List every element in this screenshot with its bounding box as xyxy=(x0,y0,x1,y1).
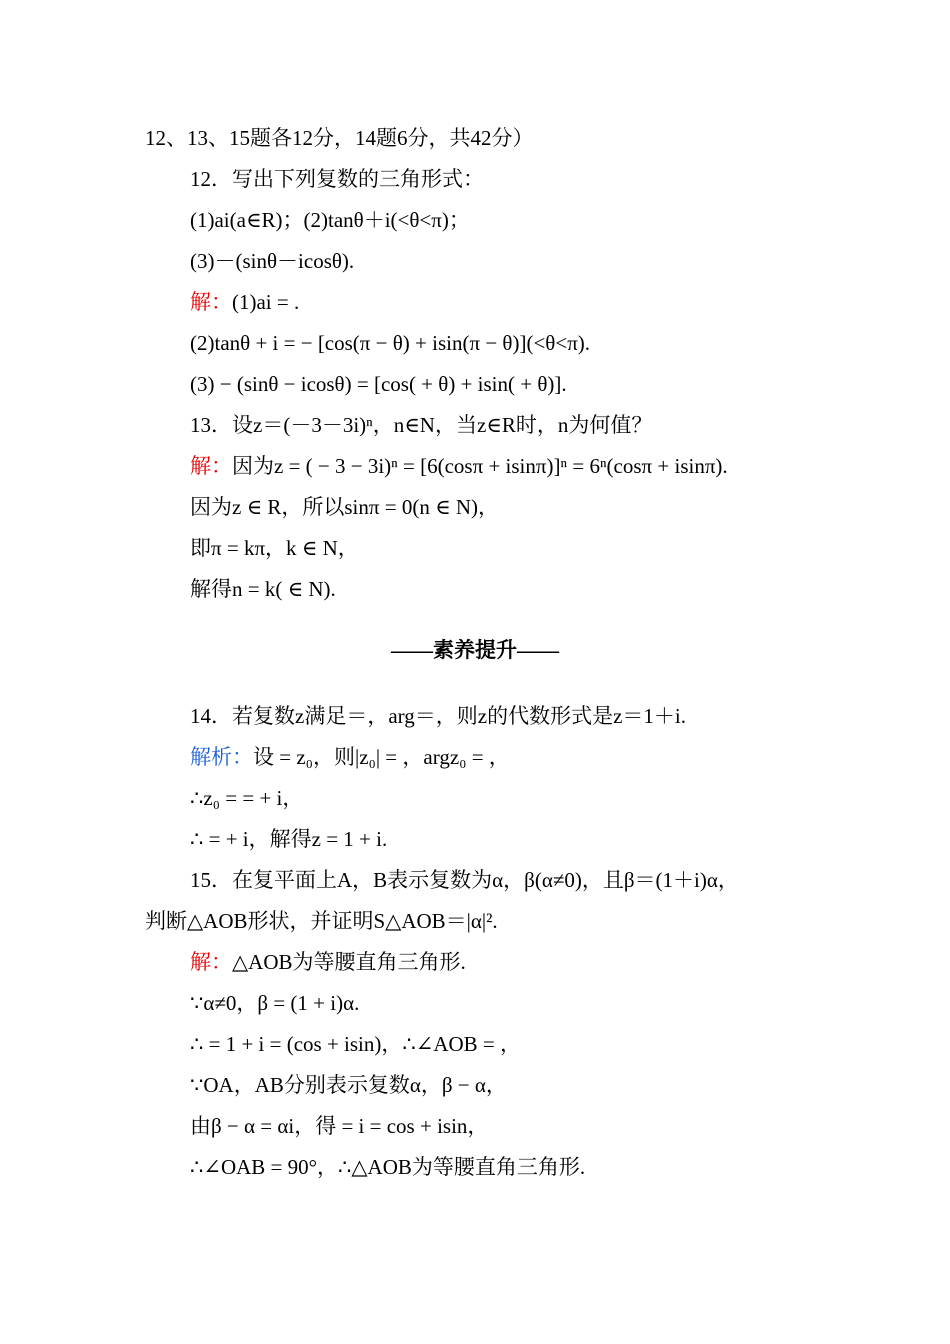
solution-15-step-3: ∵OA，AB分别表示复数α，β − α， xyxy=(190,1073,507,1097)
solution-label: 解： xyxy=(190,290,232,314)
solution-text: △AOB为等腰直角三角形. xyxy=(232,950,466,974)
solution-13 xyxy=(190,452,728,480)
scoring-note: 12、13、15题各12分，14题6分，共42分） xyxy=(145,126,534,150)
solution-15-step-1: ∵α≠0，β = (1 + i)α. xyxy=(190,991,360,1015)
solution-label: 解： xyxy=(190,454,232,478)
question-13: 13．设z＝(－3－3i)ⁿ，n∈N，当z∈R时，n为何值？ xyxy=(190,413,653,437)
analysis-14-step-2: ∴ = + i，解得z = 1 + i. xyxy=(190,827,388,851)
section-title: ——素养提升—— xyxy=(391,638,559,662)
solution-15 xyxy=(190,948,466,976)
question-12-part-3: (3)－(sinθ－icosθ). xyxy=(190,249,355,273)
question-12-part-1-2: (1)ai(a∈R)；(2)tanθ＋i(<θ<π)； xyxy=(190,208,470,232)
analysis-14-step-1: ∴z₀ = = + i， xyxy=(190,786,304,810)
solution-12-2: (2)tanθ + i = − [cos(π − θ) + isin(π − θ)](<θ<π). xyxy=(190,331,591,355)
question-14: 14．若复数z满足＝，arg＝，则z的代数形式是z＝1＋i. xyxy=(190,704,686,728)
question-15-cont: 判断△AOB形状，并证明S△AOB＝|α|². xyxy=(145,909,498,933)
analysis-label: 解析： xyxy=(190,745,253,769)
analysis-text: 设 = z₀，则|z₀| = ，argz₀ = ， xyxy=(253,745,510,769)
question-15: 15．在复平面上A，B表示复数为α，β(α≠0)，且β＝(1＋i)α， xyxy=(190,868,739,892)
solution-15-step-5: ∴∠OAB = 90°，∴△AOB为等腰直角三角形. xyxy=(190,1155,586,1179)
solution-text: 因为z = ( − 3 − 3i)ⁿ = [6(cosπ + isinπ)]ⁿ = 6ⁿ(cosπ + isinπ). xyxy=(232,454,728,478)
analysis-14 xyxy=(190,743,510,771)
solution-15-step-2: ∴ = 1 + i = (cos + isin)，∴∠AOB = ， xyxy=(190,1032,522,1056)
question-12: 12．写出下列复数的三角形式： xyxy=(190,167,484,191)
solution-13-step-2: 即π = kπ，k ∈ N， xyxy=(190,536,359,560)
solution-15-step-4: 由β − α = αi，得 = i = cos + isin， xyxy=(190,1114,489,1138)
solution-12-1 xyxy=(190,288,299,316)
solution-13-step-1: 因为z ∈ R，所以sinπ = 0(n ∈ N)， xyxy=(190,495,500,519)
solution-13-step-3: 解得n = k( ∈ N). xyxy=(190,577,336,601)
solution-text: (1)ai = . xyxy=(232,290,300,314)
solution-12-3: (3) − (sinθ − icosθ) = [cos( + θ) + isin( + θ)]. xyxy=(190,372,567,396)
solution-label: 解： xyxy=(190,950,232,974)
